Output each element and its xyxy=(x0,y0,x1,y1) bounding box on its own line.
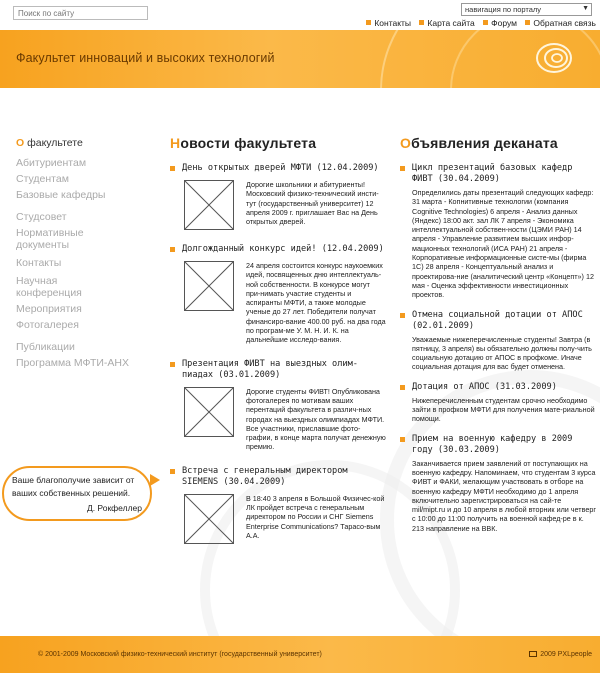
quote-text: Ваше благополучие зависит от ваших собственных решений. xyxy=(12,475,135,498)
announcement-headline[interactable]: Цикл презентаций базовых кафедр ФИВТ (30.04.2009) xyxy=(400,163,596,185)
top-link-sitemap[interactable]: Карта сайта xyxy=(419,18,474,28)
announcement-item xyxy=(400,310,596,372)
announcement-headline[interactable]: Дотация от АПОС (31.03.2009) xyxy=(400,382,596,393)
announcement-headline[interactable]: Прием на военную кафедру в 2009 году (30.03.2009) xyxy=(400,434,596,456)
image-placeholder-icon[interactable] xyxy=(184,261,234,311)
sidebar-item-mipt-anh-program[interactable]: Программа МФТИ-АНХ xyxy=(16,357,129,369)
announcement-item xyxy=(400,382,596,424)
sidebar-item-contacts[interactable]: Контакты xyxy=(16,257,62,269)
bullet-icon xyxy=(419,20,424,25)
image-placeholder-icon[interactable] xyxy=(184,494,234,544)
top-link-feedback[interactable]: Обратная связь xyxy=(525,18,596,28)
image-placeholder-icon[interactable] xyxy=(184,180,234,230)
portal-navigation-value: навигация по порталу xyxy=(465,5,542,14)
sidebar-item-students[interactable]: Студентам xyxy=(16,173,69,185)
sidebar-item-publications[interactable]: Публикации xyxy=(16,341,75,353)
announcements-title: Объявления деканата xyxy=(400,135,558,151)
announcements-column xyxy=(400,135,596,543)
quote-bubble xyxy=(2,466,152,521)
bullet-icon xyxy=(366,20,371,25)
announcement-headline[interactable]: Отмена социальной дотации от АПОС (02.01.2009) xyxy=(400,310,596,332)
news-text: Дорогие школьники и абитуриенты! Московский физико-технический инсти-тут (государственный университет) 12 апреля 2009 г. приглашает Вас на День открытых дверей. xyxy=(246,180,379,227)
news-item xyxy=(170,359,386,452)
announcement-text: Определились даты презентаций следующих кафедр: 31 марта - Копнитивные технологии (компания Cognitive Technologies) 6 апреля - Анализ данных (Яндекс) 18:00 акт. зал ЛК 7 апреля - Экономика интеллектуальной собствен-ности (ЦЭМИ РАН) 14 апреля - Управление развитием высших инфор-мационных технологий (ИСА РАН) 21 апреля - Корпоративные информационные систе-мы (фирма 1С) 28 апреля - Концептуальный анализ и проектирова-ние (аналитический центр «Концепт») 12 мая - Оценка эффективности инвестиционных проектов. xyxy=(412,188,594,300)
news-text: В 18:40 3 апреля в Большой Физичес-кой ЛК пройдет встреча с генеральным директором по России и СНГ Siemens Enterprise Communications? Тарасо-вым А.А. xyxy=(246,493,385,540)
announcement-text: Уважаемые нижеперечисленные студенты! Завтра (в пятницу, 3 апреля) вы обязательно должны полу-чить социальную дотацию от АПОС в профкоме. Иначе социальная дотация для вас будет отменена. xyxy=(412,334,592,372)
copyright-text: © 2001-2009 Московский физико-технический институт (государственный университет) xyxy=(38,651,322,658)
news-headline[interactable]: Долгожданный конкурс идей! (12.04.2009) xyxy=(170,244,386,255)
sidebar-item-regulations[interactable]: Нормативные документы xyxy=(16,227,84,251)
chevron-down-icon: ▼ xyxy=(582,5,589,12)
credit-link[interactable]: 2009 PXLpeople xyxy=(529,651,592,658)
top-link-forum[interactable]: Форум xyxy=(483,18,517,28)
news-column xyxy=(170,135,386,554)
sidebar-item-photo-gallery[interactable]: Фотогалерея xyxy=(16,319,79,331)
quote-tail xyxy=(150,474,160,486)
news-item xyxy=(170,466,386,544)
sidebar-item-student-council[interactable]: Студсовет xyxy=(16,211,67,223)
top-bar xyxy=(0,0,600,30)
site-title: Факультет инноваций и высоких технологий xyxy=(16,51,275,65)
announcement-text: Заканчивается прием заявлений от поступающих на военную кафедру. Напоминаем, что студентам 3 курса ФИВТ и ФАКИ, желающим участвовать в отборе на военную кафедру МФТИ необходимо до 1 апреля включительно зарегистрироваться на сай-те mil/mipt.ru и до 10 апреля в любой вторник или четверг с 10:00 до 11:00 получить на военной кафед-ре в к. 213 направление на ВВК. xyxy=(412,458,596,533)
portal-navigation-select[interactable] xyxy=(461,3,592,16)
news-item xyxy=(170,244,386,345)
image-placeholder-icon[interactable] xyxy=(184,387,234,437)
sidebar-menu xyxy=(16,137,161,373)
news-headline[interactable]: День открытых дверей МФТИ (12.04.2009) xyxy=(170,163,386,174)
sidebar-item-conference[interactable]: Научная конференция xyxy=(16,275,82,299)
sidebar-item-events[interactable]: Мероприятия xyxy=(16,303,82,315)
top-link-contacts[interactable]: Контакты xyxy=(366,18,411,28)
news-text: Дорогие студенты ФИВТ! Опубликована фотогалерея по мотивам ваших перентаций факультета в различ-ных городах на выездных олимпиадах МФТИ. Все участники, приславшие фото-графии, в конце марта получат денежную премию. xyxy=(246,386,386,452)
search-input[interactable] xyxy=(13,6,148,20)
quote-author: Д. Рокфеллер xyxy=(86,503,142,513)
news-headline[interactable]: Встреча с генеральным директором SIEMENS (30.04.2009) xyxy=(170,466,386,488)
sidebar-item-applicants[interactable]: Абитуриентам xyxy=(16,157,87,169)
logo-icon[interactable] xyxy=(532,38,576,78)
news-text: 24 апреля состоится конкурс наукоемких идей, посвященных дню интеллектуаль-ной собственности. В конкурсе могут при-нимать участие студенты и аспиранты МФТИ, а также молодые ученые до 27 лет. Победители получат финансиро-вание 400.00 руб. на два года по програм-ме У. М. Н. И. К. на дальнейшие исследо-вания. xyxy=(246,261,386,345)
bullet-icon xyxy=(525,20,530,25)
news-title: Новости факультета xyxy=(170,135,317,151)
announcement-item xyxy=(400,163,596,300)
site-header xyxy=(0,30,600,88)
site-footer xyxy=(0,636,600,673)
sidebar-item-base-departments[interactable]: Базовые кафедры xyxy=(16,189,106,201)
top-links xyxy=(360,18,596,28)
news-item xyxy=(170,163,386,230)
mail-icon xyxy=(529,651,537,657)
announcement-text: Нижеперечисленным студентам срочно необходимо зайти в профком МФТИ для получения мате-риальной помощи. xyxy=(412,395,595,424)
announcement-item xyxy=(400,434,596,533)
news-headline[interactable]: Презентация ФИВТ на выездных олим-пиадах (03.01.2009) xyxy=(170,359,386,381)
bullet-icon xyxy=(483,20,488,25)
sidebar-item-about[interactable]: О факультете xyxy=(16,137,83,149)
header-decoration xyxy=(450,30,600,88)
